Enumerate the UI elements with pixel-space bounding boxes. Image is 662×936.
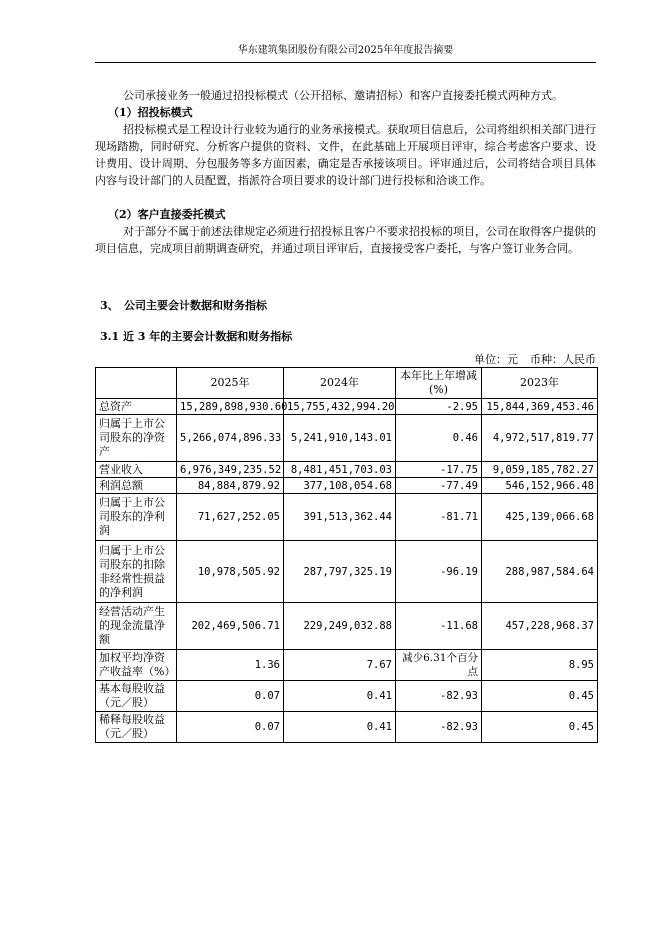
unit-label: 单位：元 bbox=[474, 353, 518, 366]
value-2023: 0.45 bbox=[482, 681, 598, 712]
row-label: 利润总额 bbox=[96, 478, 177, 494]
page-header: 华东建筑集团股份有限公司2025年年度报告摘要 bbox=[237, 45, 454, 56]
value-2024: 287,797,325.19 bbox=[284, 541, 396, 603]
value-2025: 0.07 bbox=[177, 712, 284, 743]
table-row bbox=[96, 541, 598, 603]
value-2025: 84,884,879.92 bbox=[177, 478, 284, 494]
row-label: 基本每股收益（元／股） bbox=[96, 681, 177, 712]
mode2-paragraph: 对于部分不属于前述法律规定必须进行招投标且客户不要求招投标的项目，公司在取得客户提供的项目信息，完成项目前期调查研究，并通过项目评审后，直接接受客户委托，与客户签订业务合同。 bbox=[95, 225, 596, 255]
section-3-title: 公司主要会计数据和财务指标 bbox=[124, 299, 267, 312]
value-2025: 1.36 bbox=[177, 650, 284, 681]
value-2023: 9,059,185,782.27 bbox=[482, 462, 598, 478]
table-row bbox=[96, 681, 598, 712]
units-line bbox=[474, 351, 596, 367]
financial-table bbox=[95, 367, 598, 743]
value-change: 减少6.31个百分点 bbox=[396, 650, 482, 681]
row-label: 营业收入 bbox=[96, 462, 177, 478]
header-cell-2023: 2023年 bbox=[482, 368, 598, 399]
header-cell-2025: 2025年 bbox=[177, 368, 284, 399]
value-change: -82.93 bbox=[396, 681, 482, 712]
row-label: 加权平均净资产收益率（%） bbox=[96, 650, 177, 681]
header-cell-change: 本年比上年增减(%) bbox=[396, 368, 482, 399]
value-change: -82.93 bbox=[396, 712, 482, 743]
value-2025: 71,627,252.05 bbox=[177, 494, 284, 541]
section-3-number: 3、 bbox=[100, 299, 119, 312]
table-row bbox=[96, 603, 598, 650]
value-2024: 0.41 bbox=[284, 712, 396, 743]
value-2023: 15,844,369,453.46 bbox=[482, 399, 598, 415]
value-2025: 0.07 bbox=[177, 681, 284, 712]
value-2023: 0.45 bbox=[482, 712, 598, 743]
mode2-heading: （2）客户直接委托模式 bbox=[108, 208, 226, 221]
table-row bbox=[96, 415, 598, 462]
row-label: 归属于上市公司股东的扣除非经常性损益的净利润 bbox=[96, 541, 177, 603]
value-2024: 15,755,432,994.20 bbox=[284, 399, 396, 415]
value-change: -77.49 bbox=[396, 478, 482, 494]
value-2023: 546,152,966.48 bbox=[482, 478, 598, 494]
value-change: -17.75 bbox=[396, 462, 482, 478]
table-row bbox=[96, 399, 598, 415]
value-change: -11.68 bbox=[396, 603, 482, 650]
value-change: -2.95 bbox=[396, 399, 482, 415]
table-row bbox=[96, 462, 598, 478]
table-row bbox=[96, 650, 598, 681]
table-row bbox=[96, 494, 598, 541]
value-2023: 425,139,066.68 bbox=[482, 494, 598, 541]
row-label: 归属于上市公司股东的净资产 bbox=[96, 415, 177, 462]
value-2025: 15,289,898,930.60 bbox=[177, 399, 284, 415]
value-2024: 8,481,451,703.03 bbox=[284, 462, 396, 478]
row-label: 稀释每股收益（元／股） bbox=[96, 712, 177, 743]
value-2023: 8.95 bbox=[482, 650, 598, 681]
mode1-paragraph: 招投标模式是工程设计行业较为通行的业务承接模式。获取项目信息后，公司将组织相关部门进行现场踏勘，同时研究、分析客户提供的资料、文件，在此基础上开展项目评审，综合考虑客户要求、设计费用、设计周期、分包服务等多方面因素，确定是否承接该项目。评审通过后，公司将结合项目具体内容与设计部门的人员配置，指派符合项目要求的设计部门进行投标和洽谈工作。 bbox=[95, 123, 596, 187]
value-change: -81.71 bbox=[396, 494, 482, 541]
row-label: 总资产 bbox=[96, 399, 177, 415]
value-2024: 0.41 bbox=[284, 681, 396, 712]
value-2025: 10,978,505.92 bbox=[177, 541, 284, 603]
header-cell-2024: 2024年 bbox=[284, 368, 396, 399]
row-label: 归属于上市公司股东的净利润 bbox=[96, 494, 177, 541]
intro-paragraph: 公司承接业务一般通过招投标模式（公开招标、邀请招标）和客户直接委托模式两种方式。 bbox=[123, 89, 563, 102]
value-2024: 5,241,910,143.01 bbox=[284, 415, 396, 462]
value-2025: 6,976,349,235.52 bbox=[177, 462, 284, 478]
currency-label: 币种：人民币 bbox=[530, 353, 596, 366]
value-2023: 4,972,517,819.77 bbox=[482, 415, 598, 462]
mode1-heading: （1）招投标模式 bbox=[108, 106, 193, 119]
value-change: -96.19 bbox=[396, 541, 482, 603]
table-header-row bbox=[96, 368, 598, 399]
value-2023: 288,987,584.64 bbox=[482, 541, 598, 603]
value-2025: 5,266,074,896.33 bbox=[177, 415, 284, 462]
value-2024: 377,108,054.68 bbox=[284, 478, 396, 494]
section-3-1-heading: 3.1 近 3 年的主要会计数据和财务指标 bbox=[100, 330, 293, 343]
value-change: 0.46 bbox=[396, 415, 482, 462]
row-label: 经营活动产生的现金流量净额 bbox=[96, 603, 177, 650]
value-2024: 7.67 bbox=[284, 650, 396, 681]
value-2023: 457,228,968.37 bbox=[482, 603, 598, 650]
value-2024: 391,513,362.44 bbox=[284, 494, 396, 541]
value-2024: 229,249,032.88 bbox=[284, 603, 396, 650]
header-rule bbox=[95, 62, 596, 63]
header-cell-item bbox=[96, 368, 177, 399]
value-2025: 202,469,506.71 bbox=[177, 603, 284, 650]
section-3-heading bbox=[100, 297, 267, 313]
table-row bbox=[96, 478, 598, 494]
table-row bbox=[96, 712, 598, 743]
